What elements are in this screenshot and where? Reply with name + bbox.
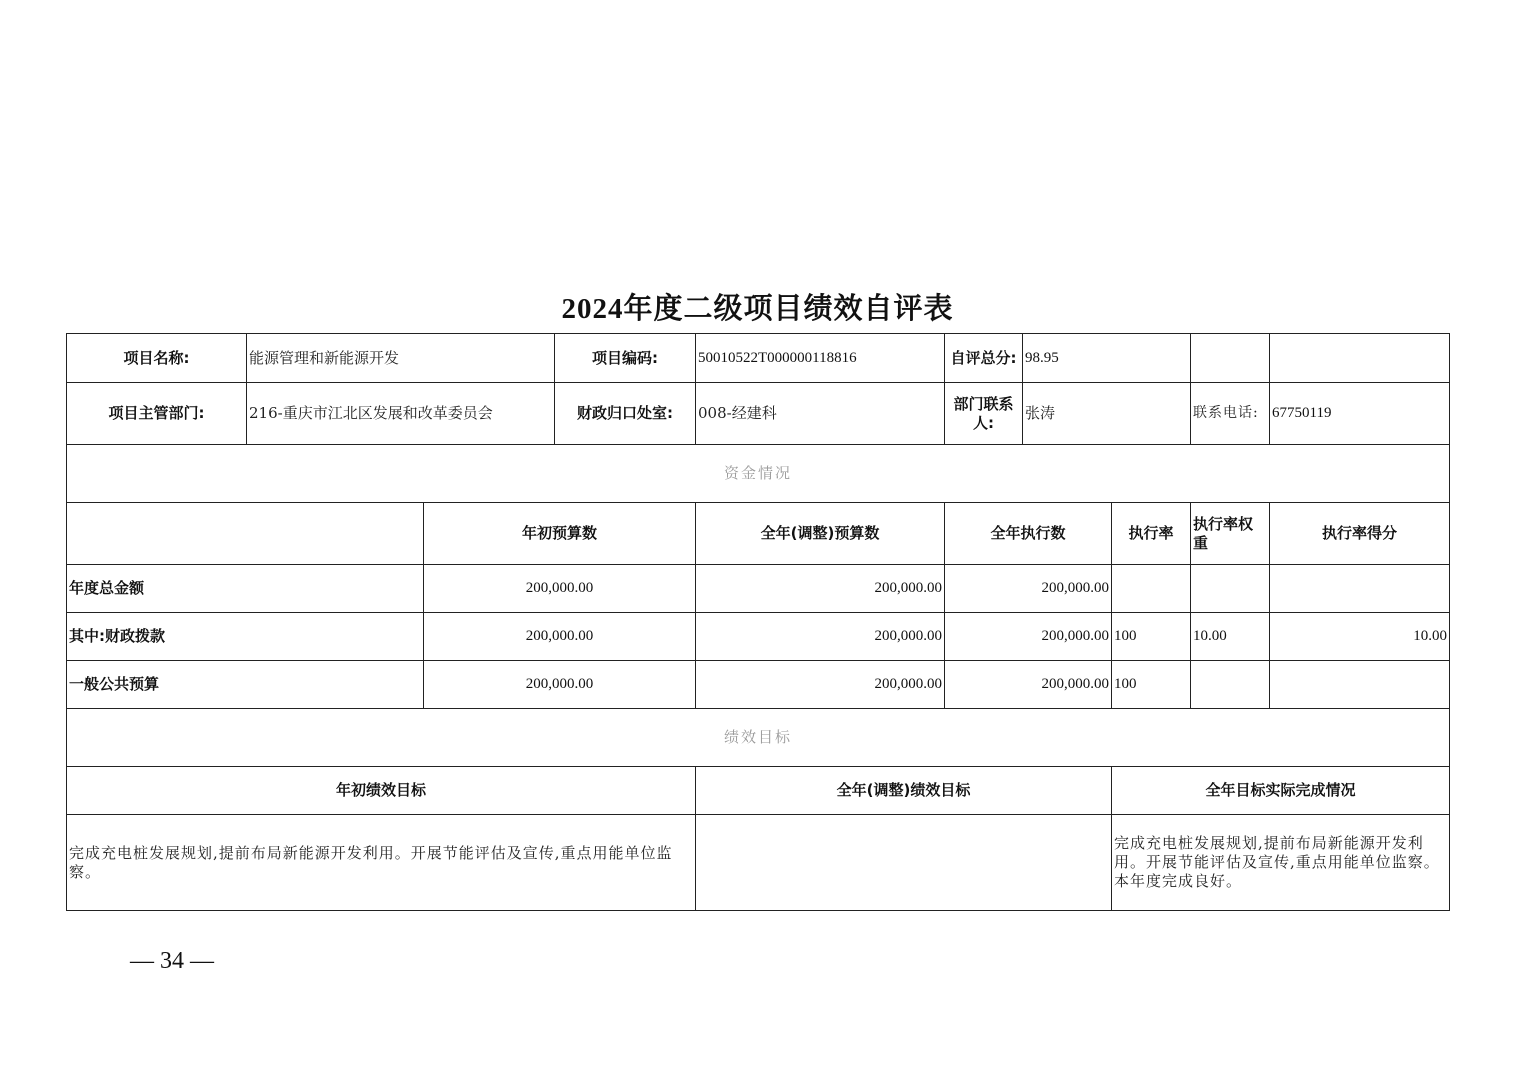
funds-row-score: 10.00 bbox=[1270, 613, 1450, 661]
goals-header-actual: 全年目标实际完成情况 bbox=[1112, 767, 1450, 815]
funds-row-adjusted: 200,000.00 bbox=[696, 613, 945, 661]
department-value: 216-重庆市江北区发展和改革委员会 bbox=[247, 383, 555, 445]
project-name-label: 项目名称: bbox=[67, 334, 247, 383]
goals-section-row bbox=[67, 709, 1450, 767]
contact-person-label: 部门联系人: bbox=[945, 383, 1023, 445]
funds-row-score bbox=[1270, 661, 1450, 709]
funds-header-initial: 年初预算数 bbox=[424, 503, 696, 565]
funds-row-label: 一般公共预算 bbox=[67, 661, 424, 709]
funds-header-score: 执行率得分 bbox=[1270, 503, 1450, 565]
project-name-value: 能源管理和新能源开发 bbox=[247, 334, 555, 383]
project-info-row bbox=[67, 334, 1450, 383]
funds-row-weight bbox=[1191, 565, 1270, 613]
funds-row-rate bbox=[1112, 565, 1191, 613]
funds-row-initial: 200,000.00 bbox=[424, 661, 696, 709]
goals-header-initial: 年初绩效目标 bbox=[67, 767, 696, 815]
goals-section-title: 绩效目标 bbox=[67, 709, 1450, 767]
funds-row-weight bbox=[1191, 661, 1270, 709]
phone-label: 联系电话: bbox=[1191, 383, 1270, 445]
funds-header-adjusted: 全年(调整)预算数 bbox=[696, 503, 945, 565]
contact-person-value: 张涛 bbox=[1023, 383, 1191, 445]
phone-value: 67750119 bbox=[1270, 383, 1450, 445]
funds-row-executed: 200,000.00 bbox=[945, 613, 1112, 661]
performance-table bbox=[66, 333, 1450, 911]
funds-section-title: 资金情况 bbox=[67, 445, 1450, 503]
goals-initial-text: 完成充电桩发展规划,提前布局新能源开发利用。开展节能评估及宣传,重点用能单位监察。 bbox=[67, 815, 696, 911]
funds-row-rate: 100 bbox=[1112, 661, 1191, 709]
project-code-value: 50010522T000000118816 bbox=[696, 334, 945, 383]
funds-row-initial: 200,000.00 bbox=[424, 613, 696, 661]
project-code-label: 项目编码: bbox=[555, 334, 696, 383]
funds-header-row bbox=[67, 503, 1450, 565]
goals-actual-text: 完成充电桩发展规划,提前布局新能源开发利用。开展节能评估及宣传,重点用能单位监察。本年度完成良好。 bbox=[1112, 815, 1450, 911]
funds-row-initial: 200,000.00 bbox=[424, 565, 696, 613]
funds-row-rate: 100 bbox=[1112, 613, 1191, 661]
empty-cell bbox=[1191, 334, 1270, 383]
funds-row bbox=[67, 565, 1450, 613]
funds-row-executed: 200,000.00 bbox=[945, 661, 1112, 709]
funds-section-row bbox=[67, 445, 1450, 503]
funds-header-executed: 全年执行数 bbox=[945, 503, 1112, 565]
self-score-label: 自评总分: bbox=[945, 334, 1023, 383]
department-row bbox=[67, 383, 1450, 445]
funds-row-label: 年度总金额 bbox=[67, 565, 424, 613]
goals-header-row bbox=[67, 767, 1450, 815]
goals-header-adjusted: 全年(调整)绩效目标 bbox=[696, 767, 1112, 815]
funds-header-blank bbox=[67, 503, 424, 565]
goals-content-row bbox=[67, 815, 1450, 911]
funds-row-adjusted: 200,000.00 bbox=[696, 661, 945, 709]
page-title: 2024年度二级项目绩效自评表 bbox=[561, 293, 954, 325]
funds-header-rate: 执行率 bbox=[1112, 503, 1191, 565]
funds-row bbox=[67, 613, 1450, 661]
empty-cell bbox=[1270, 334, 1450, 383]
page-number: — 34 — bbox=[130, 948, 214, 974]
finance-office-value: 008-经建科 bbox=[696, 383, 945, 445]
finance-office-label: 财政归口处室: bbox=[555, 383, 696, 445]
funds-row-adjusted: 200,000.00 bbox=[696, 565, 945, 613]
funds-row-score bbox=[1270, 565, 1450, 613]
goals-adjusted-text bbox=[696, 815, 1112, 911]
funds-row bbox=[67, 661, 1450, 709]
department-label: 项目主管部门: bbox=[67, 383, 247, 445]
funds-row-label: 其中:财政拨款 bbox=[67, 613, 424, 661]
funds-row-executed: 200,000.00 bbox=[945, 565, 1112, 613]
funds-row-weight: 10.00 bbox=[1191, 613, 1270, 661]
self-score-value: 98.95 bbox=[1023, 334, 1191, 383]
funds-header-weight: 执行率权重 bbox=[1191, 503, 1270, 565]
